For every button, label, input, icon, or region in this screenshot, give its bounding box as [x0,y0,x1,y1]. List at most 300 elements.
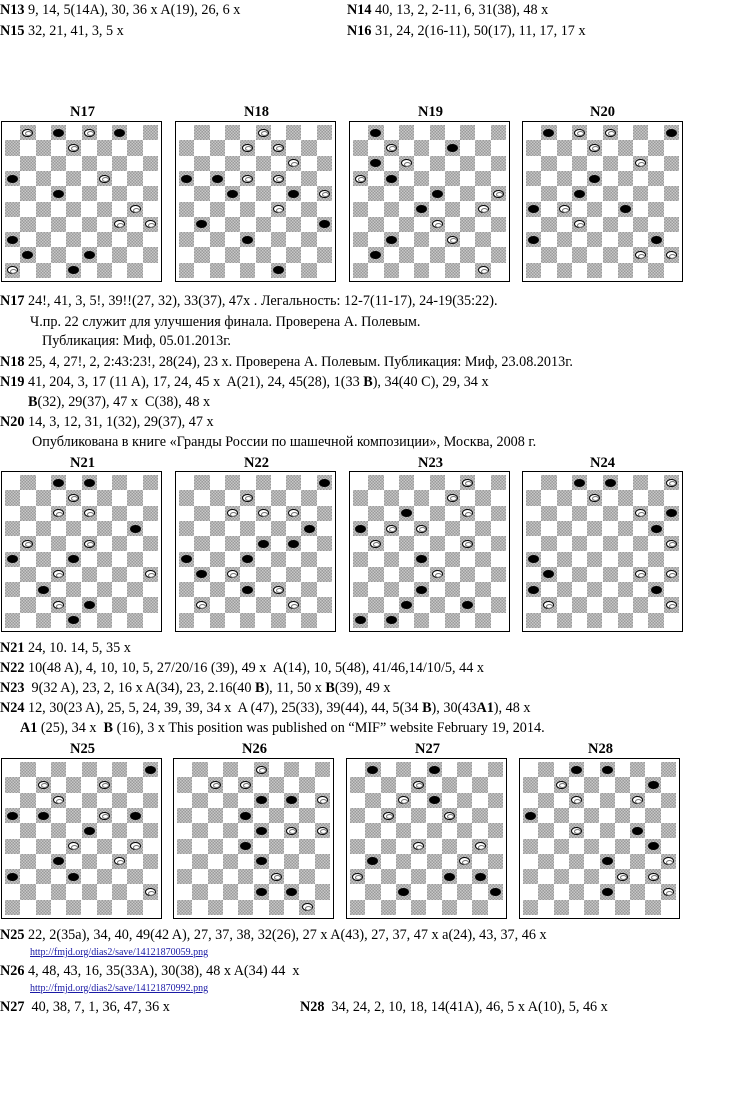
dark-square [618,613,633,628]
dark-square [538,884,553,899]
black-piece [648,842,659,850]
dark-square [491,156,506,171]
dark-square [225,125,240,140]
dark-square [523,900,538,915]
dark-square [112,567,127,582]
dark-square [20,823,35,838]
dark-square [618,263,633,278]
dark-square [36,613,51,628]
dark-square [127,582,142,597]
dark-square [633,597,648,612]
dark-square [523,839,538,854]
dark-square [491,217,506,232]
white-piece [99,175,110,183]
dark-square [179,582,194,597]
dark-square [143,247,158,262]
dark-square [97,202,112,217]
dark-square [51,823,66,838]
dark-square [299,869,314,884]
dark-square [240,263,255,278]
dark-square [97,900,112,915]
dark-square [630,762,645,777]
dark-square [225,217,240,232]
black-piece [602,766,613,774]
dark-square [618,171,633,186]
dark-square [523,777,538,792]
dark-square [20,506,35,521]
dark-square [350,839,365,854]
board-grid [350,762,503,915]
dark-square [491,567,506,582]
dark-square [284,854,299,869]
board-title: N26 [242,741,267,757]
dark-square [317,125,332,140]
white-piece [475,842,486,850]
black-piece [84,601,95,609]
white-piece [271,873,282,881]
dark-square [457,823,472,838]
dark-square [271,521,286,536]
dark-square [603,247,618,262]
dark-square [541,186,556,201]
black-piece [574,190,585,198]
dark-square [210,552,225,567]
board-title: N20 [590,104,615,120]
dark-square [194,156,209,171]
dark-square [384,202,399,217]
dark-square [20,762,35,777]
white-piece [302,903,313,911]
dark-square [97,613,112,628]
black-piece [256,796,267,804]
board-title: N24 [590,455,615,471]
black-piece [648,781,659,789]
solution-n22: N22 10(48 A), 4, 10, 10, 5, 27/20/16 (39), 49 x A(14), 10, 5(48), 41/46,14/10/5, 44 x [0,660,484,676]
dark-square [127,613,142,628]
black-piece [130,525,141,533]
white-piece [663,888,674,896]
dark-square [399,247,414,262]
dark-square [194,247,209,262]
black-piece [288,190,299,198]
white-piece [648,873,659,881]
dark-square [194,475,209,490]
dark-square [301,490,316,505]
dark-square [240,613,255,628]
dark-square [488,854,503,869]
dark-square [97,140,112,155]
dark-square [488,823,503,838]
dark-square [572,156,587,171]
dark-square [457,884,472,899]
dark-square [179,140,194,155]
dark-square [210,582,225,597]
white-piece [317,796,328,804]
dark-square [365,793,380,808]
dark-square [5,521,20,536]
white-piece [258,509,269,517]
checkers-board [1,758,162,919]
white-piece [571,827,582,835]
dark-square [66,808,81,823]
dark-square [127,869,142,884]
dark-square [633,186,648,201]
dark-square [442,839,457,854]
dark-square [442,777,457,792]
dark-square [210,202,225,217]
checkers-board [1,121,162,282]
dark-square [179,490,194,505]
dark-square [399,186,414,201]
white-piece [416,525,427,533]
white-piece [462,479,473,487]
dark-square [633,475,648,490]
link-n25[interactable]: http://fmjd.org/dias2/save/14121870059.png [30,947,209,958]
dark-square [299,777,314,792]
dark-square [472,900,487,915]
dark-square [411,869,426,884]
dark-square [143,823,158,838]
checkers-board [522,471,683,632]
black-piece [651,586,662,594]
black-piece [447,144,458,152]
dark-square [430,156,445,171]
dark-square [256,247,271,262]
dark-square [223,823,238,838]
black-piece [386,175,397,183]
dark-square [557,490,572,505]
dark-square [256,156,271,171]
dark-square [127,232,142,247]
black-piece [367,766,378,774]
dark-square [36,140,51,155]
dark-square [538,823,553,838]
dark-square [256,597,271,612]
black-piece [386,236,397,244]
dark-square [368,506,383,521]
solution-n17: N17 24!, 41, 3, 5!, 39!!(27, 32), 33(37), 47x . Легальность: 12-7(11-17), 24-19(35:22). [0,293,498,309]
dark-square [414,263,429,278]
dark-square [460,567,475,582]
solution-n24-variant: A1 (25), 34 x B (16), 3 x This position was published on “MIF” website February 19, 2014. [20,720,545,736]
checkers-board [519,758,680,919]
dark-square [223,854,238,869]
dark-square [127,490,142,505]
dark-square [112,186,127,201]
solution-n21: N21 24, 10. 14, 5, 35 x [0,640,131,656]
dark-square [286,247,301,262]
link-n26[interactable]: http://fmjd.org/dias2/save/14121870992.png [30,983,209,994]
checkers-board [175,121,336,282]
dark-square [648,263,663,278]
black-piece [53,129,64,137]
dark-square [36,232,51,247]
dark-square [177,777,192,792]
dark-square [143,506,158,521]
dark-square [460,125,475,140]
dark-square [112,506,127,521]
dark-square [5,613,20,628]
dark-square [353,140,368,155]
white-piece [559,205,570,213]
black-piece [7,175,18,183]
dark-square [192,884,207,899]
black-piece [429,766,440,774]
dark-square [269,839,284,854]
black-piece [370,129,381,137]
dark-square [210,490,225,505]
dark-square [301,552,316,567]
black-piece [429,796,440,804]
board-title: N22 [244,455,269,471]
dark-square [526,263,541,278]
white-piece [432,570,443,578]
black-piece [490,888,501,896]
black-piece [416,586,427,594]
dark-square [538,762,553,777]
dark-square [445,263,460,278]
white-piece [38,781,49,789]
dark-square [572,506,587,521]
dark-square [541,156,556,171]
black-piece [651,525,662,533]
dark-square [66,232,81,247]
dark-square [615,808,630,823]
dark-square [51,536,66,551]
dark-square [457,793,472,808]
dark-square [353,232,368,247]
dark-square [554,869,569,884]
white-piece [666,251,677,259]
dark-square [20,597,35,612]
checkers-board [346,758,507,919]
dark-square [192,854,207,869]
dark-square [368,217,383,232]
dark-square [603,506,618,521]
board-grid [177,762,330,915]
dark-square [82,793,97,808]
dark-square [396,854,411,869]
dark-square [587,263,602,278]
dark-square [430,247,445,262]
solution-n14: N14 40, 13, 2, 2-11, 6, 31(38), 48 x [347,2,549,18]
black-piece [525,812,536,820]
dark-square [475,582,490,597]
dark-square [557,613,572,628]
dark-square [192,793,207,808]
dark-square [317,597,332,612]
dark-square [603,186,618,201]
dark-square [353,263,368,278]
dark-square [541,536,556,551]
publication-n20: Опубликована в книге «Гранды России по шашечной композиции», Москва, 2008 г. [32,434,537,450]
dark-square [460,247,475,262]
dark-square [20,884,35,899]
dark-square [587,202,602,217]
white-piece [319,190,330,198]
white-piece [145,888,156,896]
dark-square [491,506,506,521]
dark-square [127,140,142,155]
dark-square [630,854,645,869]
black-piece [319,479,330,487]
dark-square [112,597,127,612]
dark-square [381,777,396,792]
dark-square [36,869,51,884]
dark-square [97,263,112,278]
dark-square [384,490,399,505]
dark-square [368,567,383,582]
white-piece [84,540,95,548]
dark-square [445,202,460,217]
solution-n19: N19 41, 204, 3, 17 (11 A), 17, 24, 45 x A(21), 24, 45(28), 1(33 B), 34(40 C), 29, 34 x [0,374,489,390]
dark-square [353,490,368,505]
black-piece [240,812,251,820]
checkers-board [349,471,510,632]
dark-square [491,475,506,490]
dark-square [36,202,51,217]
white-piece [273,175,284,183]
white-piece [130,842,141,850]
dark-square [350,777,365,792]
board-title: N28 [588,741,613,757]
dark-square [179,521,194,536]
dark-square [51,762,66,777]
checkers-board [349,121,510,282]
dark-square [269,777,284,792]
white-piece [355,175,366,183]
black-piece [651,236,662,244]
dark-square [225,536,240,551]
dark-square [414,171,429,186]
dark-square [648,490,663,505]
black-piece [304,525,315,533]
dark-square [399,125,414,140]
dark-square [645,900,660,915]
dark-square [587,552,602,567]
dark-square [414,613,429,628]
dark-square [51,217,66,232]
dark-square [223,793,238,808]
dark-square [51,156,66,171]
dark-square [192,823,207,838]
dark-square [618,582,633,597]
dark-square [317,156,332,171]
dark-square [127,900,142,915]
dark-square [618,232,633,247]
black-piece [7,236,18,244]
dark-square [271,552,286,567]
dark-square [143,793,158,808]
board-grid [5,762,158,915]
dark-square [350,900,365,915]
dark-square [353,552,368,567]
dark-square [271,232,286,247]
dark-square [603,567,618,582]
dark-square [225,247,240,262]
dark-square [36,263,51,278]
dark-square [299,839,314,854]
dark-square [179,232,194,247]
dark-square [381,839,396,854]
dark-square [572,597,587,612]
note-n17: Ч.пр. 22 служит для улучшения финала. Проверена А. Полевым. [30,314,421,330]
black-piece [84,827,95,835]
dark-square [587,613,602,628]
dark-square [269,808,284,823]
dark-square [414,232,429,247]
dark-square [36,839,51,854]
dark-square [143,186,158,201]
white-piece [666,540,677,548]
white-piece [273,144,284,152]
dark-square [430,506,445,521]
dark-square [82,762,97,777]
dark-square [399,567,414,582]
dark-square [299,808,314,823]
black-piece [475,873,486,881]
black-piece [355,525,366,533]
board-title: N25 [70,741,95,757]
dark-square [445,613,460,628]
dark-square [664,156,679,171]
dark-square [603,156,618,171]
dark-square [430,536,445,551]
black-piece [632,827,643,835]
dark-square [143,854,158,869]
black-piece [432,190,443,198]
dark-square [572,567,587,582]
dark-square [286,125,301,140]
dark-square [194,186,209,201]
dark-square [179,263,194,278]
dark-square [66,202,81,217]
dark-square [97,232,112,247]
black-piece [84,251,95,259]
dark-square [51,247,66,262]
dark-square [584,808,599,823]
dark-square [5,777,20,792]
dark-square [526,613,541,628]
dark-square [36,521,51,536]
dark-square [491,125,506,140]
dark-square [256,186,271,201]
white-piece [605,129,616,137]
dark-square [286,567,301,582]
white-piece [493,190,504,198]
white-piece [352,873,363,881]
dark-square [112,247,127,262]
board-title: N21 [70,455,95,471]
dark-square [82,884,97,899]
dark-square [301,582,316,597]
dark-square [317,567,332,582]
dark-square [238,900,253,915]
dark-square [179,202,194,217]
dark-square [557,552,572,567]
dark-square [225,156,240,171]
dark-square [488,793,503,808]
dark-square [368,186,383,201]
dark-square [491,597,506,612]
black-piece [212,175,223,183]
checkers-board [1,471,162,632]
dark-square [587,521,602,536]
dark-square [526,490,541,505]
board-title: N19 [418,104,443,120]
white-piece [574,129,585,137]
dark-square [271,613,286,628]
